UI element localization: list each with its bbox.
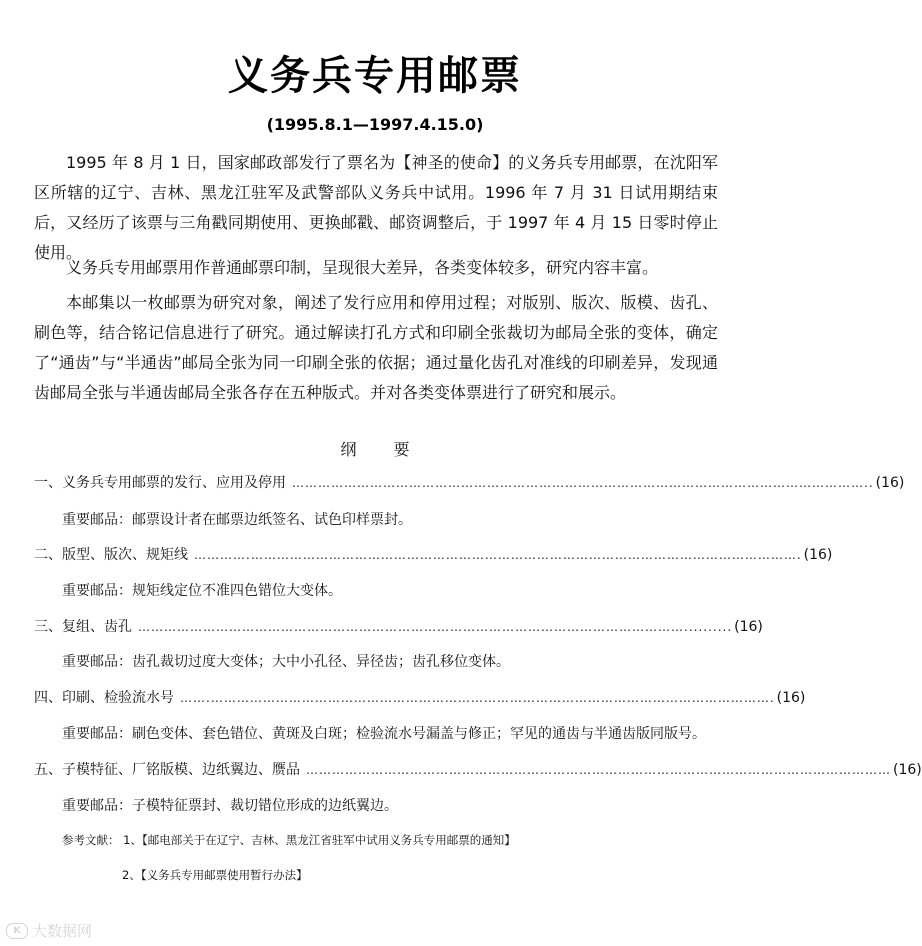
paragraph-printing: 义务兵专用邮票用作普通邮票印制，呈现很大差异，各类变体较多，研究内容丰富。 [66,258,659,277]
toc-item [34,760,922,780]
paragraph-issue-history: 1995 年 8 月 1 日，国家邮政部发行了票名为【神圣的使命】的义务兵专用邮票，在沈阳军区所辖的辽宁、吉林、黑龙江驻军及武警部队义务兵中试用。1996 年 7 月 31 日试用期结束后，又经历了该票与三角戳同期使用、更换邮戳、邮资调整后，于 1997 年 4 月 15 日零时停止使用。 [34,153,718,262]
toc-item [34,545,833,565]
reference-entry [62,831,516,849]
toc-item [34,688,806,708]
toc-item-label: 三、复组、齿孔 [34,619,132,635]
toc-page-number: (16) [776,690,806,706]
toc-page-number: (16) [893,762,922,778]
toc-item-label: 一、义务兵专用邮票的发行、应用及停用 [34,475,286,491]
toc-leader-dots: ………….………………………………………………………………………………………………………………. [194,548,802,562]
reference-entry [122,866,308,884]
references-label: 参考文献： [62,833,120,847]
reference-text: 1、【邮电部关于在辽宁、吉林、黑龙江省驻军中试用义务兵专用邮票的通知】 [123,833,516,847]
toc-item-note: 重要邮品：刷色变体、套色错位、黄斑及白斑；检验流水号漏盖与修正；罕见的通齿与半通齿版同版号。 [62,726,706,742]
watermark-logo-icon: K [6,923,28,939]
page-title: 义务兵专用邮票 [228,53,522,99]
toc-leader-dots: ……………………………………………………………………………………………………………………… [306,763,891,777]
toc-page-number: (16) [803,547,833,563]
reference-text: 2、【义务兵专用邮票使用暂行办法】 [122,868,308,882]
toc-item-note: 重要邮品：规矩线定位不准四色错位大变体。 [62,583,342,599]
toc-leader-dots: ……………………………………………………………………………………………………………….......... [138,620,733,634]
toc-item-note: 重要邮品：邮票设计者在邮票边纸签名、试色印样票封。 [62,512,412,528]
period-subtitle: (1995.8.1—1997.4.15.0) [266,115,484,134]
toc-page-number: (16) [875,475,905,491]
toc-item-note: 重要邮品：齿孔裁切过度大变体；大中小孔径、异径齿；齿孔移位变体。 [62,654,510,670]
outline-heading: 纲 要 [340,440,426,459]
toc-leader-dots: …….…………………………………………………………………………………………………………………. [180,691,775,705]
toc-item-label: 二、版型、版次、规矩线 [34,547,188,563]
toc-item-note: 重要邮品：子模特征票封、裁切错位形成的边纸翼边。 [62,798,398,814]
watermark [6,920,92,941]
toc-item [34,473,905,493]
toc-leader-dots: …………………………………………………………………………………………………………………….. [292,476,874,490]
toc-item [34,617,763,637]
toc-item-label: 四、印刷、检验流水号 [34,690,174,706]
watermark-text: 大数据网 [32,922,93,940]
paragraph-research-summary: 本邮集以一枚邮票为研究对象，阐述了发行应用和停用过程；对版别、版次、版模、齿孔、刷色等，结合铭记信息进行了研究。通过解读打孔方式和印刷全张裁切为邮局全张的变体，确定了“通齿”与“半通齿”邮局全张为同一印刷全张的依据；通过量化齿孔对准线的印刷差异，发现通齿邮局全张与半通齿邮局全张各存在五种版式。并对各类变体票进行了研究和展示。 [34,293,718,402]
toc-page-number: (16) [734,619,763,635]
toc-item-label: 五、子模特征、厂铭版模、边纸翼边、赝品 [34,762,300,778]
